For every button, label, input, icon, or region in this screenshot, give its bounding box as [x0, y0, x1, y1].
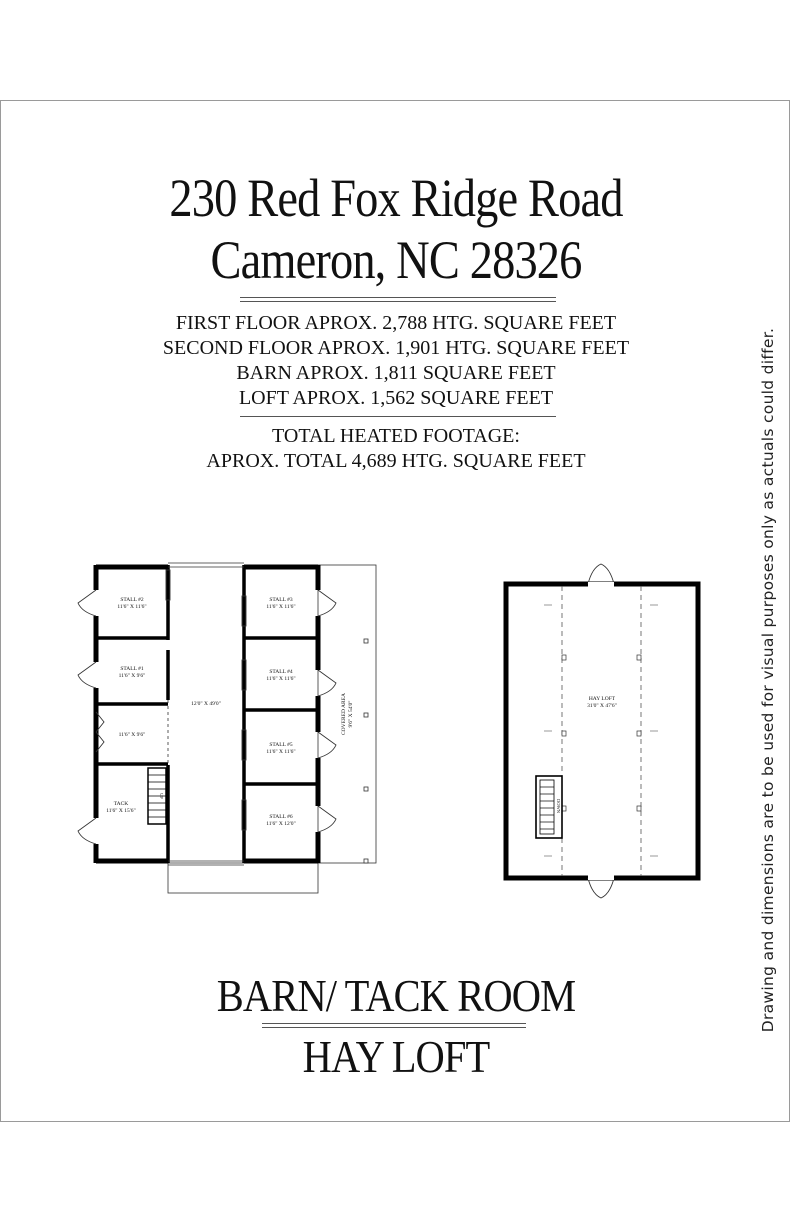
covered-area-dims: 9'6" X 54'0" — [348, 700, 354, 728]
total-footage: APROX. TOTAL 4,689 HTG. SQUARE FEET — [206, 450, 586, 472]
tack-dims: 11'6" X 15'6" — [106, 808, 136, 814]
loft-name: HAY LOFT — [588, 696, 616, 702]
loft-dims: 31'0" X 47'6" — [587, 703, 617, 709]
barn-stair-label: UP — [159, 793, 164, 799]
stall4-dims: 11'6" X 11'6" — [266, 676, 296, 682]
barn-footage: BARN APROX. 1,811 SQUARE FEET — [236, 362, 556, 384]
loft-caption: HAY LOFT — [302, 1031, 490, 1082]
address-line2: Cameron, NC 28326 — [210, 230, 582, 290]
barn-caption: BARN/ TACK ROOM — [216, 970, 576, 1021]
bottom-apron — [168, 863, 318, 893]
disclaimer-text: Drawing and dimensions are to be used for visual purposes only as actuals could differ. — [759, 327, 777, 1033]
tack-name: TACK — [113, 801, 129, 807]
caption-rule — [262, 1023, 526, 1028]
small-room-dims: 11'6" X 9'6" — [118, 732, 146, 738]
covered-area-posts — [364, 639, 368, 863]
stall4-name: STALL #4 — [269, 669, 293, 675]
aisle-dims: 12'0" X 49'0" — [191, 701, 221, 707]
stall3-dims: 11'6" X 11'6" — [266, 604, 296, 610]
stall6-dims: 11'6" X 12'0" — [266, 821, 296, 827]
loft-stair-label: DOWN — [556, 799, 561, 813]
second-floor-footage: SECOND FLOOR APROX. 1,901 HTG. SQUARE FEET — [162, 337, 630, 359]
first-floor-footage: FIRST FLOOR APROX. 2,788 HTG. SQUARE FEET — [175, 312, 617, 334]
stall1-dims: 11'6" X 9'6" — [118, 673, 146, 679]
stall2-dims: 11'6" X 11'6" — [117, 604, 147, 610]
total-heading: TOTAL HEATED FOOTAGE: — [272, 425, 520, 447]
stall2-name: STALL #2 — [120, 597, 144, 603]
aisle-end-openings — [168, 563, 244, 865]
address-line1: 230 Red Fox Ridge Road — [169, 168, 623, 228]
covered-area-name: COVERED AREA — [341, 692, 347, 736]
stall3-name: STALL #3 — [269, 597, 293, 603]
stall5-name: STALL #5 — [269, 742, 293, 748]
stall6-name: STALL #6 — [269, 814, 293, 820]
stall5-dims: 11'6" X 11'6" — [266, 749, 296, 755]
loft-footage: LOFT APROX. 1,562 SQUARE FEET — [238, 387, 554, 409]
stall1-name: STALL #1 — [120, 666, 144, 672]
